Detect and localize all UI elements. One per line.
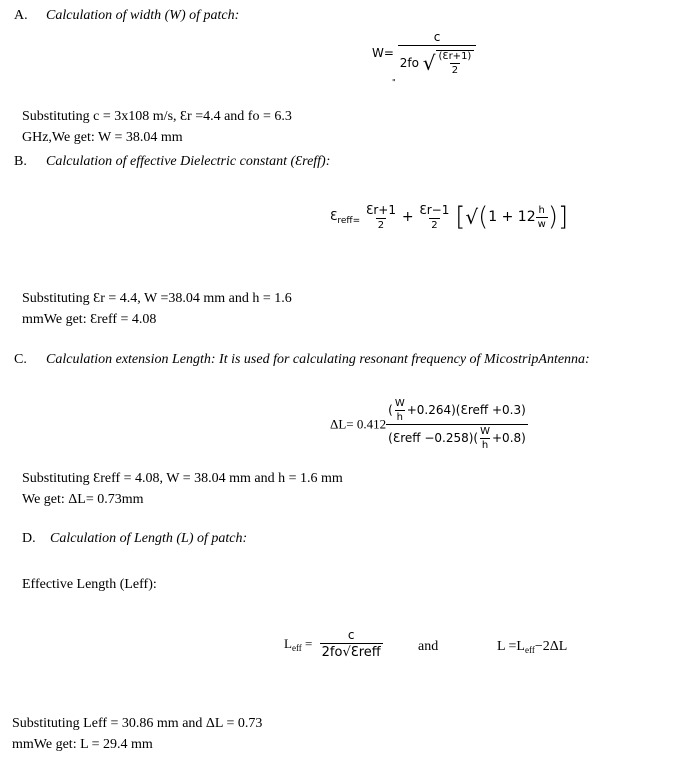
- fraction-er-minus: [417, 203, 451, 231]
- eq-numerator: c: [433, 30, 441, 44]
- paragraph-line: Substituting Ɛreff = 4.08, W = 38.04 mm and h = 1.6 mm: [22, 471, 343, 486]
- paragraph-line: mmWe get: L = 29.4 mm: [12, 737, 153, 752]
- eq-numerator: c: [347, 628, 355, 642]
- eq-den-text: 2fo: [399, 56, 419, 70]
- section-letter: B.: [14, 154, 27, 169]
- sqrt-symbol: √: [422, 51, 436, 75]
- paragraph-d: [12, 713, 262, 755]
- paragraph-line: Substituting Leff = 30.86 mm and ΔL = 0.73: [12, 716, 263, 731]
- radicand-numerator: (Ɛr+1): [438, 51, 472, 62]
- fraction-w-h: [393, 398, 407, 423]
- eq-lhs-symbol: Ɛ: [330, 208, 338, 223]
- section-title: Calculation of Length (L) of patch:: [50, 531, 248, 546]
- eq-radicand: [436, 50, 475, 76]
- paragraph-a: [22, 106, 292, 148]
- eq-denominator: 2: [377, 220, 385, 231]
- eq-lhs-subscript: reff=: [337, 215, 361, 226]
- eq-term: L =L: [497, 639, 525, 654]
- eq-fraction: [398, 30, 477, 76]
- width-equation: [372, 30, 476, 76]
- eq-lhs: [284, 636, 312, 651]
- eq-numerator: [386, 398, 528, 424]
- eq-denominator: h: [481, 440, 489, 451]
- eq-numerator: Ɛr+1: [365, 203, 396, 217]
- eq-subscript: eff: [524, 645, 535, 655]
- eq-numerator: W: [394, 398, 405, 409]
- section-c-heading: [14, 352, 590, 368]
- section-b-heading: [14, 154, 330, 170]
- sqrt-symbol: √: [465, 205, 479, 229]
- left-bracket: [: [455, 202, 466, 232]
- paren: (: [388, 403, 393, 417]
- eq-lhs: ΔL= 0.412: [330, 416, 387, 432]
- plus-sign: +: [401, 209, 414, 225]
- fraction-w-h: [478, 426, 492, 451]
- eq-denominator: [386, 424, 528, 451]
- eq-fraction: [316, 628, 386, 660]
- eq-lhs-subscript: eff: [291, 642, 302, 653]
- sqrt-symbol: √: [342, 645, 351, 660]
- paragraph-line: Substituting Ɛr = 4.4, W =38.04 mm and h = 1.6: [22, 291, 292, 306]
- section-letter: C.: [14, 352, 27, 367]
- eq-term: +0.264)(Ɛreff +0.3): [406, 403, 526, 417]
- eq-term: 2fo: [321, 645, 343, 660]
- eq-numerator: h: [538, 204, 545, 216]
- paragraph-line: mmWe get: Ɛreff = 4.08: [22, 312, 157, 327]
- eq-fraction: [386, 398, 528, 451]
- eq-lhs: W=: [372, 46, 394, 60]
- eq-term: +0.8): [492, 431, 526, 445]
- section-letter: A.: [14, 8, 28, 23]
- fraction-er-plus: [364, 203, 398, 231]
- eq-lhs-symbol: L: [284, 635, 292, 651]
- section-a-heading: [14, 8, 239, 24]
- section-title: Calculation of width (W) of patch:: [46, 8, 240, 23]
- eq-numerator: W: [480, 426, 490, 437]
- ereff-equation: [330, 202, 568, 232]
- and-connector: and: [418, 639, 439, 654]
- right-bracket: ]: [557, 202, 569, 232]
- paragraph-line: We get: ΔL= 0.73mm: [22, 492, 144, 507]
- effective-length-label: Effective Length (Leff):: [22, 577, 157, 592]
- section-letter: D.: [22, 531, 36, 546]
- open-paren: (: [478, 202, 489, 232]
- radicand-denominator: 2: [451, 65, 459, 76]
- close-paren: ): [547, 202, 558, 232]
- equals-sign: =: [301, 635, 313, 651]
- eq-lhs: [330, 208, 361, 226]
- eq-numerator: Ɛr−1: [419, 203, 450, 217]
- eq-term: 1 + 12: [488, 209, 536, 225]
- eq-denominator: w: [537, 218, 546, 230]
- eq-denominator: 2: [431, 220, 438, 231]
- eq-denominator: [320, 643, 383, 660]
- fraction-h-w: [536, 205, 548, 230]
- eq-term: (Ɛreff −0.258)(: [388, 431, 479, 445]
- leff-equation: [284, 628, 386, 660]
- paragraph-b: [22, 288, 292, 330]
- section-title: Calculation of effective Dielectric constant (Ɛreff):: [46, 154, 331, 169]
- paragraph-c: [22, 468, 343, 510]
- stray-mark: ": [392, 78, 396, 87]
- delta-l-equation: [330, 398, 528, 451]
- eq-radicand: Ɛreff: [350, 645, 381, 660]
- section-d-heading: [22, 531, 247, 547]
- paragraph-line: Substituting c = 3x108 m/s, Ɛr =4.4 and fo = 6.3: [22, 109, 292, 124]
- section-title: Calculation extension Length: It is used for calculating resonant frequency of MicostripAntenna:: [46, 352, 590, 367]
- eq-term: −2ΔL: [534, 639, 568, 654]
- eq-denominator: [398, 45, 477, 76]
- paragraph-line: GHz,We get: W = 38.04 mm: [22, 130, 183, 145]
- length-formula: [497, 639, 567, 655]
- eq-denominator: h: [396, 412, 403, 423]
